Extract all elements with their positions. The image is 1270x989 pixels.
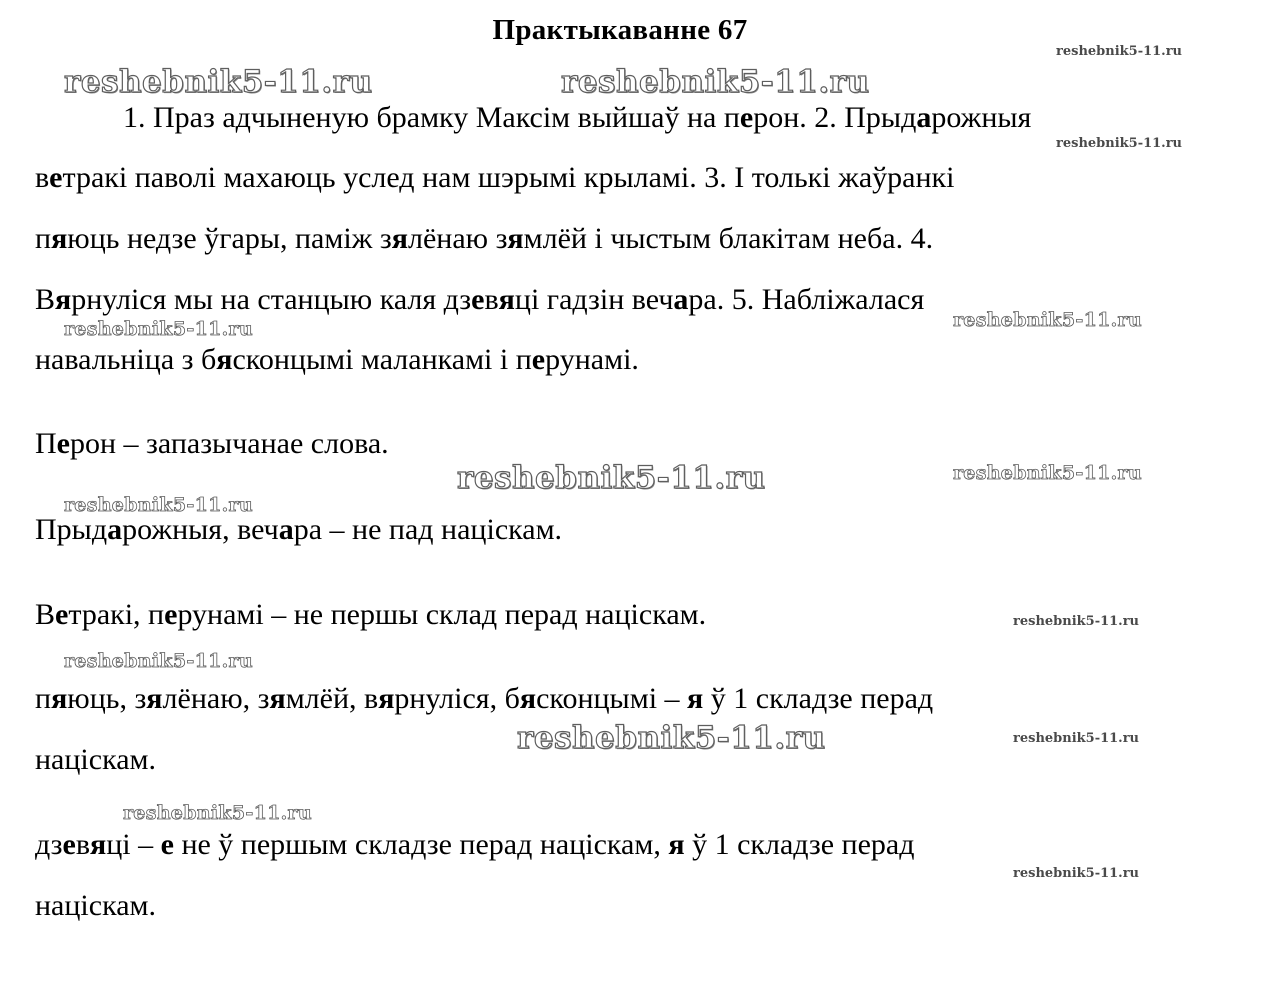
bold-letter: я [55, 283, 72, 316]
text-line [35, 163, 954, 193]
bold-letter: е [49, 161, 63, 194]
text-segment: Прыд [35, 513, 108, 546]
text-segment: ў 1 складзе перад [703, 682, 934, 715]
text-segment: сконцымі маланкамі і п [232, 343, 532, 376]
text-line [35, 600, 706, 630]
bold-letter: я [687, 682, 704, 715]
text-segment: рон. 2. Прыд [753, 101, 917, 134]
bold-letter: я [89, 828, 107, 861]
text-line [35, 345, 639, 375]
watermark: reshebnik5-11.ru [517, 720, 826, 756]
watermark: reshebnik5-11.ru [64, 494, 253, 516]
text-segment: млёй і чыстым блакітам неба. 4. [523, 222, 934, 255]
text-line [35, 429, 389, 459]
text-segment: юць, з [67, 682, 147, 715]
bold-letter: я [146, 682, 163, 715]
text-line [35, 891, 156, 921]
bold-letter: я [51, 222, 68, 255]
bold-letter: я [51, 682, 68, 715]
bold-letter: я [507, 222, 524, 255]
watermark: reshebnik5-11.ru [64, 318, 253, 340]
text-line [35, 224, 933, 254]
watermark: reshebnik5-11.ru [64, 64, 373, 100]
watermark: reshebnik5-11.ru [1013, 731, 1140, 746]
text-segment: ці гадзін веч [514, 283, 674, 316]
text-segment: ці – [106, 828, 161, 861]
text-segment: лёнаю, з [162, 682, 270, 715]
watermark: reshebnik5-11.ru [123, 802, 312, 824]
bold-letter: а [916, 101, 932, 134]
watermark: reshebnik5-11.ru [1056, 136, 1183, 151]
text-segment: лёнаю з [408, 222, 508, 255]
text-segment: рунамі. [545, 343, 639, 376]
watermark: reshebnik5-11.ru [953, 309, 1142, 331]
bold-letter: я [216, 343, 233, 376]
text-segment: П [35, 427, 57, 460]
bold-letter: е [739, 101, 754, 134]
text-line [35, 285, 924, 315]
text-segment: в [484, 283, 499, 316]
watermark: reshebnik5-11.ru [1056, 44, 1183, 59]
text-line [35, 515, 562, 545]
bold-letter: я [269, 682, 286, 715]
bold-letter: я [498, 283, 515, 316]
text-segment: дз [35, 828, 63, 861]
text-segment: не ў першым складзе перад націскам, [173, 828, 669, 861]
text-segment: націскам. [35, 743, 156, 776]
bold-letter: е [160, 828, 174, 861]
text-segment: п [35, 222, 52, 255]
text-segment: 1. Праз адчыненую брамку Максім выйшаў на п [123, 101, 740, 134]
text-segment: рнуліся, б [394, 682, 520, 715]
bold-letter: е [56, 427, 70, 460]
bold-letter: е [55, 598, 69, 631]
watermark: reshebnik5-11.ru [561, 64, 870, 100]
text-segment: рожныя, веч [122, 513, 279, 546]
text-segment: п [35, 682, 52, 715]
text-segment: навальніца з б [35, 343, 217, 376]
bold-letter: я [391, 222, 408, 255]
text-segment: в [35, 161, 50, 194]
bold-letter: е [471, 283, 485, 316]
bold-letter: а [107, 513, 123, 546]
watermark: reshebnik5-11.ru [1013, 866, 1140, 881]
text-segment: ў 1 складзе перад [684, 828, 915, 861]
bold-letter: я [519, 682, 537, 715]
text-segment: тракі, п [68, 598, 165, 631]
text-line [123, 103, 1031, 133]
bold-letter: а [673, 283, 689, 316]
text-segment: млёй, в [285, 682, 379, 715]
text-segment: рунамі – не першы склад перад націскам. [177, 598, 707, 631]
page-title: Практыкаванне 67 [492, 14, 748, 46]
watermark: reshebnik5-11.ru [64, 650, 253, 672]
text-segment: рнуліся мы на станцыю каля дз [71, 283, 472, 316]
bold-letter: а [278, 513, 294, 546]
bold-letter: е [62, 828, 76, 861]
watermark: reshebnik5-11.ru [1013, 614, 1140, 629]
text-segment: ра – не пад націскам. [293, 513, 563, 546]
text-segment: рон – запазычанае слова. [70, 427, 389, 460]
text-line [35, 830, 915, 860]
text-segment: рожныя [931, 101, 1032, 134]
bold-letter: е [164, 598, 178, 631]
bold-letter: е [531, 343, 546, 376]
text-segment: націскам. [35, 889, 156, 922]
text-segment: в [75, 828, 90, 861]
text-line [35, 684, 933, 714]
text-segment: В [35, 283, 56, 316]
bold-letter: я [668, 828, 685, 861]
text-segment: тракі паволі махаюць услед нам шэрымі крыламі. 3. І толькі жаўранкі [62, 161, 955, 194]
watermark: reshebnik5-11.ru [457, 460, 766, 496]
text-segment: сконцымі – [536, 682, 688, 715]
text-line [35, 745, 156, 775]
watermark: reshebnik5-11.ru [953, 462, 1142, 484]
text-segment: В [35, 598, 56, 631]
text-segment: ра. 5. Набліжалася [688, 283, 925, 316]
text-segment: юць недзе ўгары, паміж з [67, 222, 392, 255]
bold-letter: я [378, 682, 395, 715]
